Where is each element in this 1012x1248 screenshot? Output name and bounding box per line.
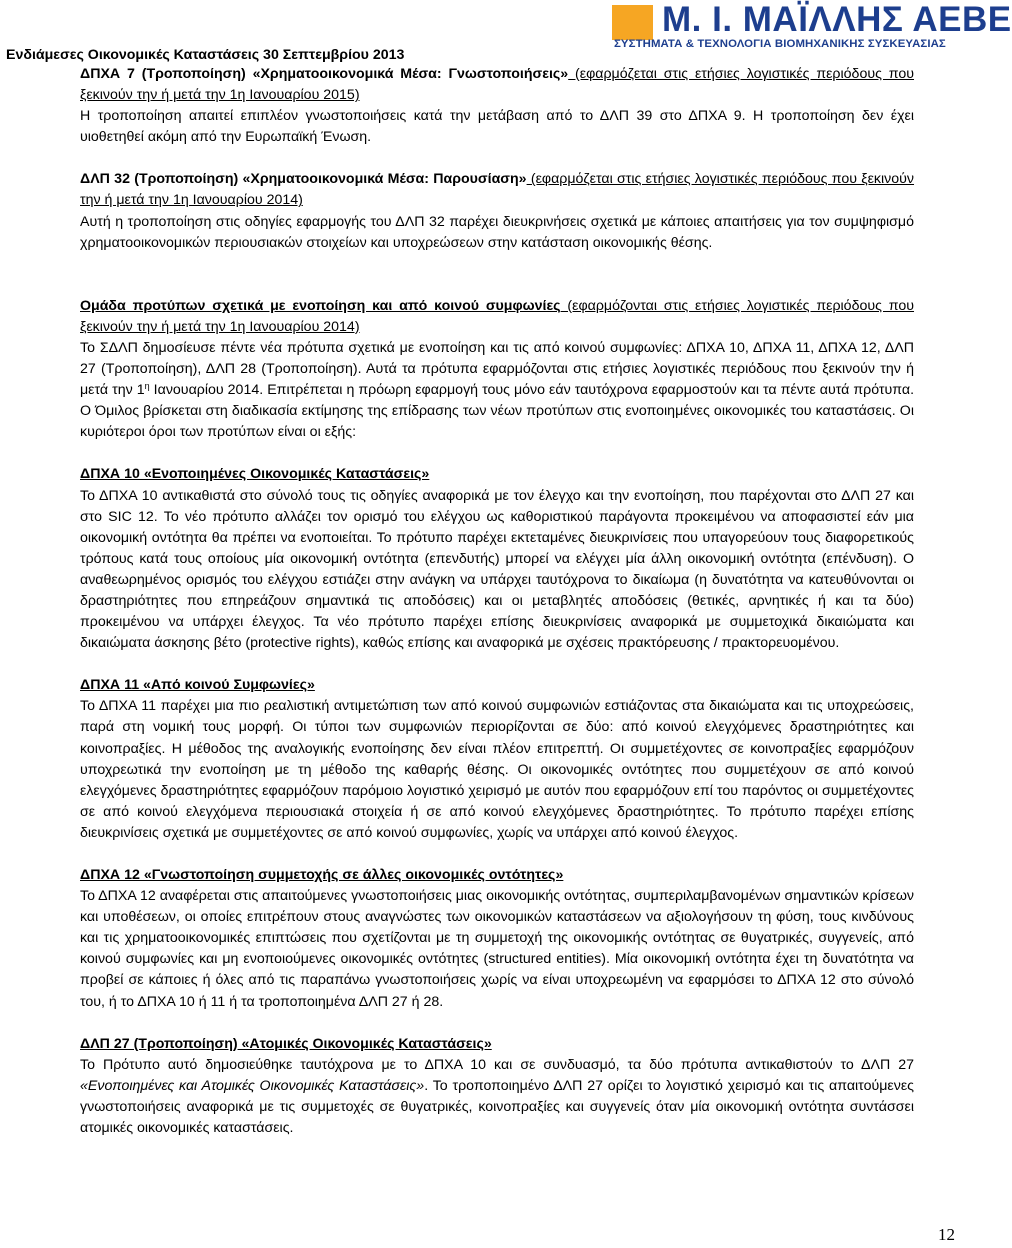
logo-tagline: ΣΥΣΤΗΜΑΤΑ & ΤΕΧΝΟΛΟΓΙΑ ΒΙΟΜΗΧΑΝΙΚΗΣ ΣΥΣΚΕΥΑΣΙΑΣ xyxy=(614,38,946,50)
section-ifrs11-heading: ΔΠΧΑ 11 «Από κοινού Συμφωνίες» xyxy=(80,677,315,694)
section-ifrs7-body: Η τροποποίηση απαιτεί επιπλέον γνωστοποιήσεις κατά την μετάβαση από το ΔΛΠ 39 στο ΔΠΧΑ 9. Η τροποποίηση δεν έχει υιοθετηθεί ακόμη από την Ευρωπαϊκή Ένωση. xyxy=(80,108,914,146)
section-applicability: (εφαρμόζονται στις ετήσιες λογιστικές περιόδους που ξεκινούν την ή μετά την 1η Ιανουαρίου 2014) xyxy=(80,297,915,335)
section-ias27-body xyxy=(80,1055,914,1139)
section-consolidation-heading xyxy=(80,296,914,338)
body-text: Το ΣΔΛΠ δημοσίευσε πέντε νέα πρότυπα σχετικά με ενοποίηση και τις από κοινού συμφωνίες: ΔΠΧΑ 10, ΔΠΧΑ 11, ΔΠΧΑ 12, ΔΛΠ 27 (Τροποποίηση), ΔΛΠ 28 (Τροποποίηση). Αυτά τα πρότυπα εφαρμόζονται στις ετήσιες λογιστικές περιόδους που ξεκινούν την ή μετά την 1 xyxy=(80,339,914,399)
company-logo xyxy=(612,0,1012,55)
section-ifrs12-body: Το ΔΠΧΑ 12 αναφέρεται στις απαιτούμενες γνωστοποιήσεις μιας οικονομικής οντότητας, συμπεριλαμβανομένων σημαντικών κρίσεων και υποθέσεων, οι οποίες επιτρέπουν στους αναγνώστες των οικονομικών καταστάσεων να αξιολογήσουν τη φύση, τους κινδύνους και τις χρηματοοικονομικές επιπτώσεις που σχετίζονται με τη συμμετοχή της οικονομικής οντότητας σε θυγατρικές, συγγενείς, από κοινού συμφωνίες και μη ενοποιούμενες οικονομικές οντότητες (structured entities). Μία οικονομική οντότητα έχει τη δυνατότητα να προβεί σε κάποιες ή όλες από τις παραπάνω γνωστοποιήσεις χωρίς να είναι υποχρεωμένη να εφαρμόσει το ΔΠΧΑ 12 στο σύνολό του, ή το ΔΠΧΑ 10 ή 11 ή τα τροποποιημένα ΔΛΠ 27 ή 28. xyxy=(80,888,914,1010)
section-ifrs11-body: Το ΔΠΧΑ 11 παρέχει μια πιο ρεαλιστική αντιμετώπιση των από κοινού συμφωνιών εστιάζοντας στα δικαιώματα και τις υποχρεώσεις, παρά στη νομική τους μορφή. Οι τύποι των συμφωνιών περιορίζονται σε δύο: από κοινού ελεγχόμενες δραστηριότητες και κοινοπραξίες. Η μέθοδος της αναλογικής ενοποίησης δεν είναι πλέον επιτρεπτή. Οι συμμετέχοντες σε κοινοπραξίες εφαρμόζουν υποχρεωτικά την ενοποίηση με τη μέθοδο της καθαρής θέσης. Οι οικονομικές οντότητες που συμμετέχουν σε από κοινού ελεγχόμενες δραστηριότητες εφαρμόζουν παρόμοιο λογιστικό χειρισμό με αυτόν που εφαρμόζουν επί του παρόντος οι συμμετέχοντες σε από κοινού ελεγχόμενα περιουσιακά στοιχεία ή σε από κοινού ελεγχόμενες δραστηριότητες. Το πρότυπο παρέχει επίσης διευκρινίσεις σχετικά με συμμετέχοντες σε από κοινού συμφωνίες, χωρίς να υπάρχει από κοινού έλεγχος. xyxy=(80,698,914,841)
section-title: Ομάδα προτύπων σχετικά με ενοποίηση και από κοινού συμφωνίες xyxy=(80,297,561,314)
body-text: Το Πρότυπο αυτό δημοσιεύθηκε ταυτόχρονα με το ΔΠΧΑ 10 και σε συνδυασμό, τα δύο πρότυπα αντικαθιστούν το ΔΛΠ 27 xyxy=(80,1056,914,1073)
section-ifrs7-heading xyxy=(80,64,914,106)
body-text: . Το τροποποιημένο ΔΛΠ 27 ορίζει το λογιστικό χειρισμό και τις απαιτούμενες γνωστοποιήσεις αναφορικά με τις συμμετοχές σε θυγατρικές, κοινοπραξίες και συγγενείς όταν μία οικονομική οντότητα συντάσσει ατομικές οικονομικές καταστάσεις. xyxy=(80,1077,914,1137)
body-text: Ιανουαρίου 2014. Επιτρέπεται η πρόωρη εφαρμογή τους μόνο εάν ταυτόχρονα εφαρμοστούν και τα πέντε αυτά πρότυπα. Ο Όμιλος βρίσκεται στη διαδικασία εκτίμησης της επίδρασης των νέων προτύπων στις ενοποιημένες οικονομικές του καταστάσεις. Οι κυριότεροι όροι των προτύπων είναι οι εξής: xyxy=(80,382,915,441)
logo-square-icon xyxy=(612,5,653,40)
section-consolidation-body xyxy=(80,338,914,443)
section-applicability: (εφαρμόζεται στις ετήσιες λογιστικές περιόδους που ξεκινούν την ή μετά την 1η Ιανουαρίου 2015) xyxy=(80,66,915,104)
section-title: ΔΛΠ 32 (Τροποποίηση) «Χρηματοοικονομικά Μέσα: Παρουσίαση» xyxy=(80,171,527,188)
document-body xyxy=(80,64,914,1139)
section-ias32-body: Αυτή η τροποποίηση στις οδηγίες εφαρμογής του ΔΛΠ 32 παρέχει διευκρινήσεις σχετικά με κάποιες απαιτήσεις για τον συμψηφισμό χρηματοοικονομικών περιουσιακών στοιχείων και υποχρεώσεων στην κατάσταση οικονομικής θέσης. xyxy=(80,213,914,251)
section-ifrs10-body: Το ΔΠΧΑ 10 αντικαθιστά στο σύνολό τους τις οδηγίες αναφορικά με τον έλεγχο και την ενοποίηση, που παρέχονται στο ΔΛΠ 27 και στο SIC 12. Το νέο πρότυπο αλλάζει τον ορισμό του ελέγχου ως καθοριστικού παράγοντα προκειμένου να αποφασιστεί εάν μια οικονομική οντότητα θα πρέπει να ενοποιείται. Το πρότυπο παρέχει εκτεταμένες διευκρινίσεις που υπαγορεύουν τους διαφορετικούς τρόπους κατά τους οποίους μία οικονομική οντότητα (επενδυτής) μπορεί να ελέγχει μία άλλη οικονομική οντότητα (επένδυση). Ο αναθεωρημένος ορισμός του ελέγχου εστιάζει στην ανάγκη να υπάρχει ταυτόχρονα το δικαίωμα (η δυνατότητα να κατευθύνονται οι δραστηριότητες που επηρεάζουν σημαντικά τις αποδόσεις) και οι μεταβλητές αποδόσεις (θετικές, αρνητικές ή και τα δύο) προκειμένου να υπάρχει έλεγχος. Τα νέο πρότυπο παρέχει επίσης διευκρινίσεις αναφορικά με συμμετοχικά δικαιώματα και δικαιώματα άσκησης βέτο (protective rights), καθώς επίσης και αναφορικά με σχέσεις πρακτόρευσης / πρακτορευομένου. xyxy=(80,487,914,652)
page-number: 12 xyxy=(938,1225,955,1244)
ordinal-superscript: η xyxy=(144,381,150,392)
section-ias32-heading xyxy=(80,169,914,211)
logo-company-name: Μ. Ι. ΜΑΪΛΛΗΣ ΑΕΒΕ xyxy=(662,0,1012,39)
section-ifrs10-heading: ΔΠΧΑ 10 «Ενοποιημένες Οικονομικές Καταστάσεις» xyxy=(80,466,430,483)
section-ifrs12-heading: ΔΠΧΑ 12 «Γνωστοποίηση συμμετοχής σε άλλες οικονομικές οντότητες» xyxy=(80,867,564,883)
body-text-italic: «Ενοποιημένες και Ατομικές Οικονομικές Καταστάσεις» xyxy=(80,1077,425,1094)
section-applicability: (εφαρμόζεται στις ετήσιες λογιστικές περιόδους που ξεκινούν την ή μετά την 1η Ιανουαρίου 2014) xyxy=(80,171,915,209)
document-header-title: Ενδιάμεσες Οικονομικές Καταστάσεις 30 Σεπτεμβρίου 2013 xyxy=(6,47,405,63)
section-ias27-heading: ΔΛΠ 27 (Τροποποίηση) «Ατομικές Οικονομικές Καταστάσεις» xyxy=(80,1035,492,1052)
section-title: ΔΠΧΑ 7 (Τροποποίηση) «Χρηματοοικονομικά Μέσα: Γνωστοποιήσεις» xyxy=(80,66,569,82)
